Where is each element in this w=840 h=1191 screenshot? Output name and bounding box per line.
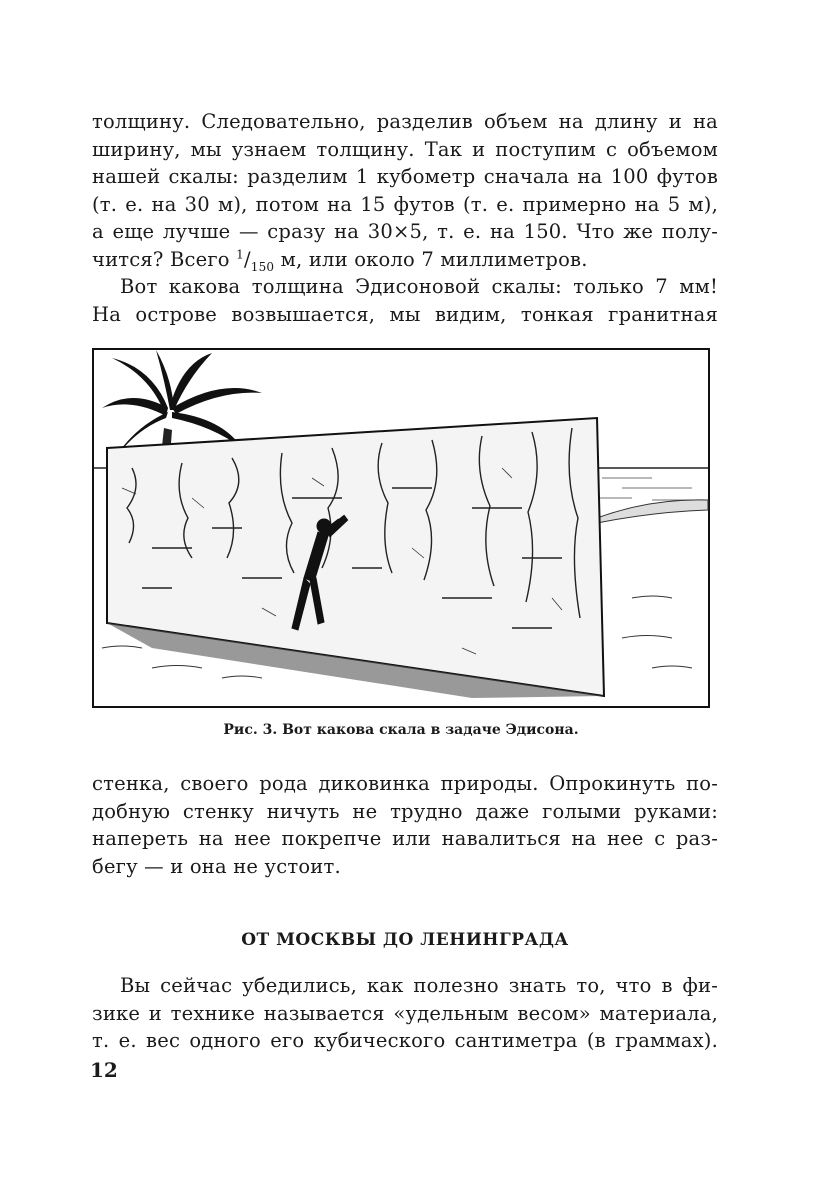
- text-line: т. е. вес одного его кубического сантиметра (в граммах).: [92, 1029, 718, 1053]
- figure-caption: Рис. 3. Вот какова скала в задаче Эдисона.: [223, 722, 579, 738]
- text-line: наперeть на нее покрепче или навалиться на нее с раз-: [92, 827, 718, 851]
- text-line: добную стенку ничуть не трудно даже голыми руками:: [92, 799, 718, 823]
- paragraph-4: [92, 972, 718, 1055]
- fraction-numerator: 1: [236, 247, 244, 262]
- text-line: Вы сейчас убедились, как полезно знать то, что в фи-: [120, 974, 718, 997]
- text-line: (т. е. на 30 м), потом на 15 футов (т. е. примерно на 5 м),: [92, 192, 718, 216]
- text-line: толщину. Следовательно, разделив объем на длину и на: [92, 110, 718, 133]
- paragraph-3: [92, 770, 718, 880]
- text-line: ширину, мы узнаем толщину. Так и поступим с объемом: [92, 137, 718, 161]
- paragraph-1: [92, 108, 718, 274]
- section-heading: ОТ МОСКВЫ ДО ЛЕНИНГРАДА: [241, 930, 569, 950]
- text-line: стенка, своего рода диковинка природы. Опрокинуть по-: [92, 772, 718, 795]
- text-line: Вот какова толщина Эдисоновой скалы: только 7 мм!: [120, 275, 718, 298]
- text-line: а еще лучше — сразу на 30×5, т. е. на 150. Что же полу-: [92, 220, 718, 244]
- text-line: На острове возвышается, мы видим, тонкая гранитная: [92, 302, 718, 326]
- fraction-denominator: 150: [250, 259, 275, 274]
- text-line: бегу — и она не устоит.: [92, 854, 341, 878]
- text-line: зике и технике называется «удельным весом» материала,: [92, 1001, 718, 1025]
- page-number: 12: [90, 1058, 118, 1082]
- text-line: нашей скалы: разделим 1 кубометр сначала на 100 футов: [92, 165, 718, 189]
- paragraph-2: [92, 273, 718, 328]
- rock-wall-illustration: [92, 348, 710, 708]
- figure-illustration: [92, 348, 710, 708]
- text-line-fraction: чится? Всего $^1/_{150}$ м, или около 7 миллиметров.: [92, 247, 588, 274]
